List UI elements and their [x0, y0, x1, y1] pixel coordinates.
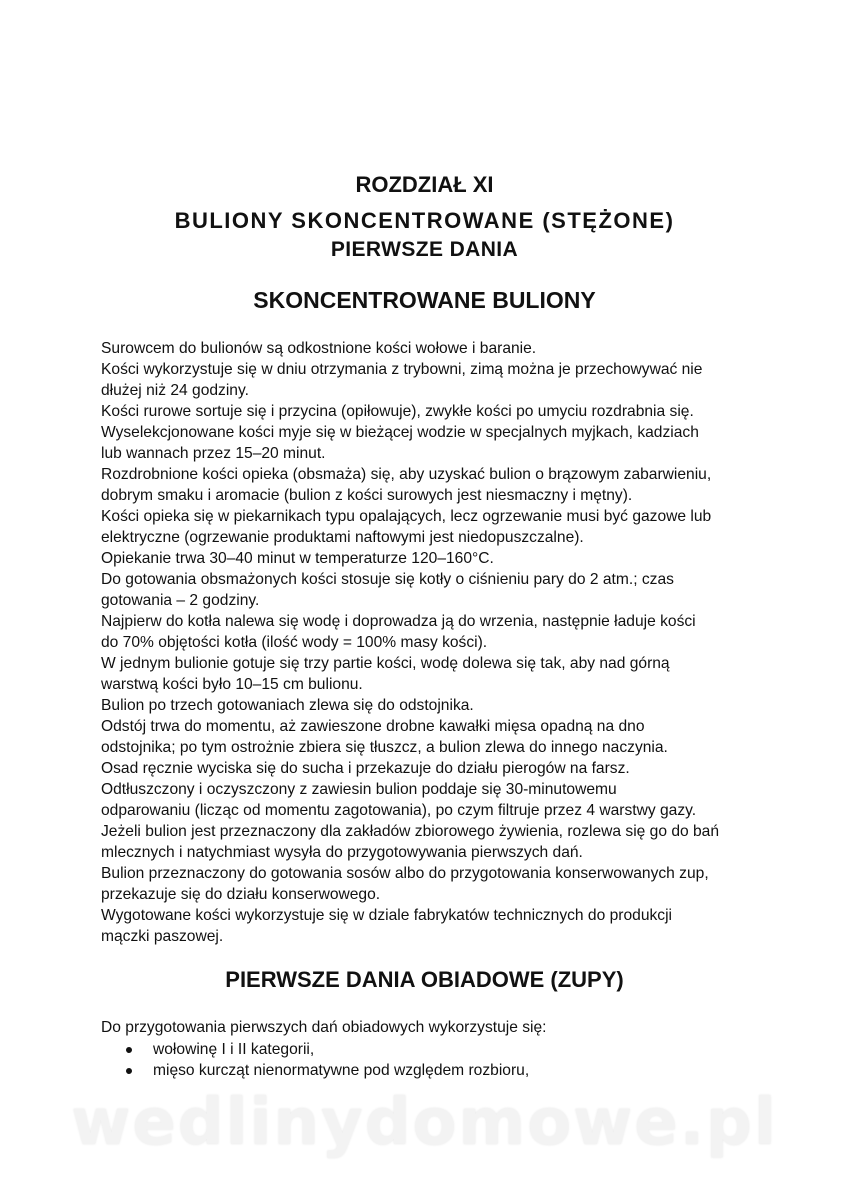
- watermark: wedlinydomowe.pl: [71, 1086, 778, 1160]
- body-line: warstwą kości było 10–15 cm bulionu.: [101, 676, 363, 693]
- list-item-text: mięso kurcząt nienormatywne pod względem rozbioru,: [153, 1062, 530, 1079]
- body-line: Odstój trwa do momentu, aż zawieszone drobne kawałki mięsa opadną na dno: [101, 718, 645, 735]
- ingredient-list: [101, 1039, 529, 1081]
- section-body-text: [101, 338, 766, 947]
- bullet-icon: [126, 1068, 132, 1074]
- list-intro-text: Do przygotowania pierwszych dań obiadowych wykorzystuje się:: [101, 1019, 547, 1036]
- body-line: Rozdrobnione kości opieka (obsmaża) się, aby uzyskać bulion o brązowym zabarwieniu,: [101, 466, 712, 483]
- body-line: Kości wykorzystuje się w dniu otrzymania z trybowni, zimą można je przechowywać nie: [101, 361, 703, 378]
- body-line: gotowania – 2 godziny.: [101, 592, 260, 609]
- body-line: Kości rurowe sortuje się i przycina (opiłowuje), zwykłe kości po umyciu rozdrabnia się.: [101, 403, 694, 420]
- body-line: elektryczne (ogrzewanie produktami naftowymi jest niedopuszczalne).: [101, 529, 584, 546]
- body-line: mlecznych i natychmiast wysyła do przygotowywania pierwszych dań.: [101, 844, 583, 861]
- body-line: przekazuje się do działu konserwowego.: [101, 886, 381, 903]
- body-line: dłużej niż 24 godziny.: [101, 382, 249, 399]
- body-line: dobrym smaku i aromacie (bulion z kości surowych jest niesmaczny i mętny).: [101, 487, 633, 504]
- body-line: Jeżeli bulion jest przeznaczony dla zakładów zbiorowego żywienia, rozlewa się go do bań: [101, 823, 720, 840]
- body-line: Kości opieka się w piekarnikach typu opalających, lecz ogrzewanie musi być gazowe lub: [101, 508, 712, 525]
- body-line: do 70% objętości kotła (ilość wody = 100% masy kości).: [101, 634, 488, 651]
- list-item: [101, 1060, 529, 1081]
- chapter-subtitle-line-1: BULIONY SKONCENTROWANE (STĘŻONE): [174, 208, 675, 233]
- body-line: Opiekanie trwa 30–40 minut w temperaturze 120–160°C.: [101, 550, 494, 567]
- list-item: [101, 1039, 529, 1060]
- chapter-subtitle-line-2: PIERWSZE DANIA: [330, 238, 519, 261]
- body-line: odparowaniu (licząc od momentu zagotowania), po czym filtruje przez 4 warstwy gazy.: [101, 802, 697, 819]
- body-line: Do gotowania obsmażonych kości stosuje się kotły o ciśnieniu pary do 2 atm.; czas: [101, 571, 674, 588]
- body-line: W jednym bulionie gotuje się trzy partie kości, wodę dolewa się tak, aby nad górną: [101, 655, 670, 672]
- body-line: Wyselekcjonowane kości myje się w bieżącej wodzie w specjalnych myjkach, kadziach: [101, 424, 699, 441]
- list-item-text: wołowinę I i II kategorii,: [153, 1041, 315, 1058]
- body-line: Bulion po trzech gotowaniach zlewa się do odstojnika.: [101, 697, 474, 714]
- body-line: Osad ręcznie wyciska się do sucha i przekazuje do działu pierogów na farsz.: [101, 760, 630, 777]
- body-line: Najpierw do kotła nalewa się wodę i doprowadza ją do wrzenia, następnie ładuje kości: [101, 613, 696, 630]
- body-line: Odtłuszczony i oczyszczony z zawiesin bulion poddaje się 30-minutowemu: [101, 781, 617, 798]
- section-heading-first-courses: PIERWSZE DANIA OBIADOWE (ZUPY): [225, 967, 624, 992]
- body-line: mączki paszowej.: [101, 928, 224, 945]
- body-line: Wygotowane kości wykorzystuje się w dziale fabrykatów technicznych do produkcji: [101, 907, 673, 924]
- section-heading-concentrated-broths: SKONCENTROWANE BULIONY: [253, 287, 596, 313]
- body-line: lub wannach przez 15–20 minut.: [101, 445, 326, 462]
- body-line: Surowcem do bulionów są odkostnione kości wołowe i baranie.: [101, 340, 537, 357]
- body-line: Bulion przeznaczony do gotowania sosów albo do przygotowania konserwowanych zup,: [101, 865, 709, 882]
- chapter-title: ROZDZIAŁ XI: [355, 172, 494, 197]
- bullet-icon: [126, 1047, 132, 1053]
- body-line: odstojnika; po tym ostrożnie zbiera się tłuszcz, a bulion zlewa do innego naczynia.: [101, 739, 668, 756]
